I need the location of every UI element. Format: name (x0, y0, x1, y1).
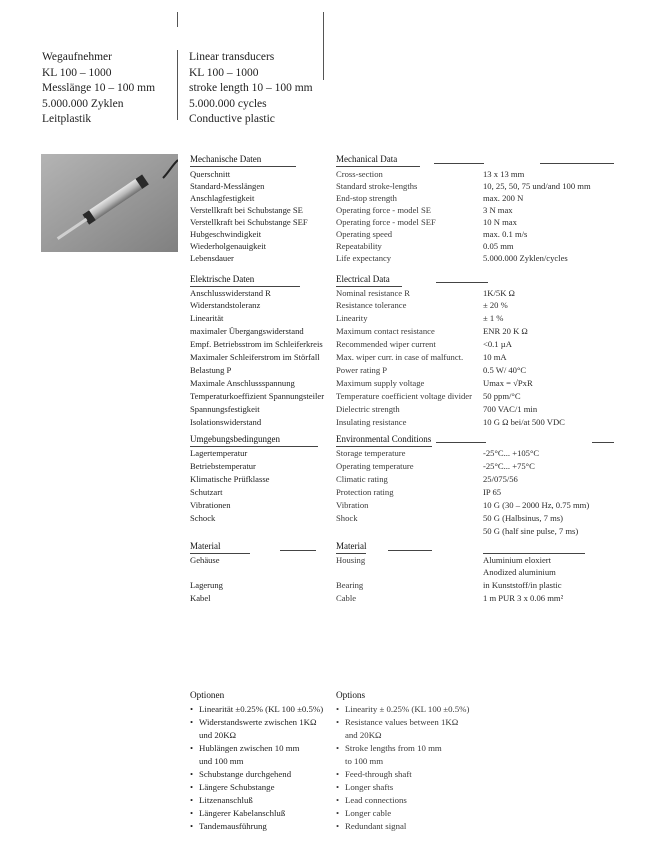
spec-label-de: Empf. Betriebsstrom im Schleiferkreis (190, 339, 323, 349)
bullet-icon: • (336, 821, 340, 831)
title-de-line: Wegaufnehmer (42, 51, 112, 63)
spec-label-en: Insulating resistance (336, 417, 407, 427)
section-head-mechanical-en: Mechanical Data (336, 154, 398, 164)
spec-label-en: Dielectric strength (336, 404, 400, 414)
bullet-icon: • (190, 717, 194, 727)
spec-value: max. 0.1 m/s (483, 229, 528, 239)
title-en-line: stroke length 10 – 100 mm (189, 82, 313, 94)
option-item-de (190, 781, 274, 793)
spec-label-en: Housing (336, 555, 366, 565)
divider (280, 550, 316, 551)
spec-label-de: Isolationswiderstand (190, 417, 262, 427)
spec-label-en: Power rating P (336, 365, 388, 375)
options-head-en: Options (336, 690, 366, 700)
section-head-electrical-de: Elektrische Daten (190, 274, 255, 284)
spec-label-en: Linearity (336, 313, 368, 323)
divider (592, 442, 614, 443)
spec-label-de: Spannungsfestigkeit (190, 404, 260, 414)
spec-label-de: maximaler Übergangswiderstand (190, 326, 304, 336)
bullet-icon: • (190, 821, 194, 831)
option-text: Längere Schubstange (199, 782, 275, 792)
option-text: Widerstandswerte zwischen 1KΩ (199, 717, 317, 727)
spec-value: Aluminium eloxiert (483, 555, 552, 565)
spec-label-de: Verstellkraft bei Schubstange SEF (190, 217, 308, 227)
option-text: Hublängen zwischen 10 mm (199, 743, 300, 753)
option-item-en (345, 755, 383, 767)
option-text: Längerer Kabelanschluß (199, 808, 286, 818)
section-head-environment-en: Environmental Conditions (336, 434, 432, 444)
title-en-line: Conductive plastic (189, 113, 275, 125)
spec-label-de: Anschlusswiderstand R (190, 288, 271, 298)
spec-label-de: Schutzart (190, 487, 223, 497)
option-text: und 100 mm (199, 756, 244, 766)
option-item-de (190, 820, 267, 832)
spec-label-de: Belastung P (190, 365, 232, 375)
option-text: Redundant signal (345, 821, 407, 831)
section-head-material-en: Material (336, 541, 367, 551)
header-divider-right (323, 12, 324, 80)
divider (388, 550, 432, 551)
option-text: Lead connections (345, 795, 407, 805)
spec-value: 10 N max (483, 217, 517, 227)
option-item-de (190, 794, 253, 806)
spec-label-en: Operating temperature (336, 461, 414, 471)
spec-label-en: Maximum contact resistance (336, 326, 435, 336)
spec-label-de: Verstellkraft bei Schubstange SE (190, 205, 303, 215)
bullet-icon: • (336, 808, 340, 818)
spec-value: 10, 25, 50, 75 und/and 100 mm (483, 181, 591, 191)
spec-value: 0.05 mm (483, 241, 514, 251)
divider (540, 163, 614, 164)
option-text: Schubstange durchgehend (199, 769, 292, 779)
option-text: Linearity ± 0.25% (KL 100 ±0.5%) (345, 704, 470, 714)
spec-label-en: Operating speed (336, 229, 393, 239)
option-item-en (336, 781, 393, 793)
linear-transducer-illustration (41, 154, 178, 252)
spec-value: 1 m PUR 3 x 0.06 mm² (483, 593, 564, 603)
spec-label-de: Lebensdauer (190, 253, 234, 263)
spec-label-en: Operating force - model SE (336, 205, 431, 215)
spec-value: ENR 20 K Ω (483, 326, 528, 336)
spec-label-en: Life expectancy (336, 253, 392, 263)
spec-value: in Kunststoff/in plastic (483, 580, 562, 590)
spec-label-de: Temperaturkoeffizient Spannungsteiler (190, 391, 325, 401)
title-en-line: Linear transducers (189, 51, 275, 63)
option-item-en (336, 807, 391, 819)
spec-label-en: Temperature coefficient voltage divider (336, 391, 472, 401)
spec-label-de: Querschnitt (190, 169, 231, 179)
option-text: Resistance values between 1KΩ (345, 717, 459, 727)
option-item-en (336, 768, 412, 780)
spec-value: 50 G (half sine pulse, 7 ms) (483, 526, 579, 536)
spec-label-en: End-stop strength (336, 193, 397, 203)
divider (436, 442, 486, 443)
spec-label-de: Lagerung (190, 580, 223, 590)
title-de-line: Leitplastik (42, 113, 92, 125)
spec-label-en: Cross-section (336, 169, 383, 179)
spec-label-de: Hubgeschwindigkeit (190, 229, 262, 239)
option-item-en (336, 716, 458, 728)
title-en-line: 5.000.000 cycles (189, 97, 267, 110)
option-text: and 20KΩ (345, 730, 382, 740)
options-head-de: Optionen (190, 690, 225, 700)
spec-value: IP 65 (483, 487, 502, 497)
spec-label-en: Protection rating (336, 487, 394, 497)
spec-value: 0.5 W/ 40°C (483, 365, 527, 375)
divider (436, 282, 488, 283)
option-text: Feed-through shaft (345, 769, 412, 779)
spec-value: 5.000.000 Zyklen/cycles (483, 253, 568, 263)
title-de-line: Messlänge 10 – 100 mm (42, 82, 156, 94)
spec-label-de: Widerstandstoleranz (190, 300, 261, 310)
option-text: Litzenanschluß (199, 795, 253, 805)
title-de-line: 5.000.000 Zyklen (42, 97, 124, 110)
spec-value: Anodized aluminium (483, 567, 556, 577)
spec-label-de: Lagertemperatur (190, 448, 248, 458)
spec-label-en: Nominal resistance R (336, 288, 410, 298)
divider (434, 163, 484, 164)
spec-value: 50 ppm/°C (483, 391, 521, 401)
spec-label-en: Standard stroke-lengths (336, 181, 418, 191)
option-item-de (190, 716, 317, 728)
option-item-en (336, 742, 442, 754)
option-item-de (190, 768, 291, 780)
spec-value: 3 N max (483, 205, 513, 215)
spec-label-de: Anschlagfestigkeit (190, 193, 255, 203)
title-block-en (189, 50, 313, 128)
spec-label-en: Shock (336, 513, 358, 523)
spec-label-de: Maximale Anschlussspannung (190, 378, 295, 388)
option-item-de (199, 755, 243, 767)
bullet-icon: • (190, 743, 194, 753)
option-item-en (336, 794, 407, 806)
spec-label-en: Maximum supply voltage (336, 378, 425, 388)
spec-label-en: Bearing (336, 580, 364, 590)
spec-label-en: Recommended wiper current (336, 339, 436, 349)
option-text: Stroke lengths from 10 mm (345, 743, 442, 753)
spec-label-en: Climatic rating (336, 474, 388, 484)
spec-label-de: Standard-Messlängen (190, 181, 265, 191)
option-item-de (190, 807, 285, 819)
spec-label-de: Gehäuse (190, 555, 220, 565)
spec-value: ± 1 % (483, 313, 504, 323)
divider (190, 166, 296, 167)
option-item-de (190, 742, 299, 754)
option-text: Longer shafts (345, 782, 394, 792)
option-item-de (190, 703, 323, 715)
spec-label-en: Repeatability (336, 241, 382, 251)
spec-label-de: Betriebstemperatur (190, 461, 256, 471)
spec-label-en: Operating force - model SEF (336, 217, 436, 227)
section-head-mechanical-de: Mechanische Daten (190, 154, 262, 164)
spec-value: 1K/5K Ω (483, 288, 515, 298)
product-photo (41, 154, 178, 252)
option-item-en (336, 820, 406, 832)
spec-value: <0.1 µA (483, 339, 512, 349)
spec-label-de: Vibrationen (190, 500, 231, 510)
spec-label-en: Storage temperature (336, 448, 406, 458)
option-text: Linearität ±0.25% (KL 100 ±0.5%) (199, 704, 324, 714)
spec-value: 10 mA (483, 352, 507, 362)
bullet-icon: • (336, 769, 340, 779)
spec-label-en: Max. wiper curr. in case of malfunct. (336, 352, 464, 362)
spec-value: 25/075/56 (483, 474, 518, 484)
spec-label-de: Kabel (190, 593, 211, 603)
spec-value: 50 G (Halbsinus, 7 ms) (483, 513, 563, 523)
title-de-line: KL 100 – 1000 (42, 66, 112, 79)
section-head-electrical-en: Electrical Data (336, 274, 390, 284)
option-text: Longer cable (345, 808, 392, 818)
spec-value: -25°C... +105°C (483, 448, 540, 458)
bullet-icon: • (190, 782, 194, 792)
spec-value: -25°C... +75°C (483, 461, 535, 471)
divider (336, 166, 420, 167)
bullet-icon: • (336, 704, 340, 714)
spec-label-de: Maximaler Schleiferstrom im Störfall (190, 352, 320, 362)
bullet-icon: • (190, 808, 194, 818)
option-text: to 100 mm (345, 756, 384, 766)
spec-value: max. 200 N (483, 193, 524, 203)
spec-label-de: Klimatische Prüfklasse (190, 474, 270, 484)
title-block-de (42, 50, 155, 128)
top-divider-left (177, 12, 178, 27)
spec-label-en: Vibration (336, 500, 369, 510)
bullet-icon: • (336, 782, 340, 792)
spec-value: Umax = √PxR (483, 378, 533, 388)
header-divider-left (177, 50, 178, 120)
spec-label-en: Resistance tolerance (336, 300, 407, 310)
spec-label-de: Linearität (190, 313, 224, 323)
section-head-material-de: Material (190, 541, 221, 551)
spec-value: 700 VAC/1 min (483, 404, 538, 414)
bullet-icon: • (336, 717, 340, 727)
option-text: Tandemausführung (199, 821, 267, 831)
bullet-icon: • (336, 795, 340, 805)
option-item-de (199, 729, 236, 741)
spec-label-en: Cable (336, 593, 357, 603)
spec-label-de: Wiederholgenauigkeit (190, 241, 267, 251)
spec-value: 10 G (30 – 2000 Hz, 0.75 mm) (483, 500, 590, 510)
spec-value: ± 20 % (483, 300, 508, 310)
spec-value: 10 G Ω bei/at 500 VDC (483, 417, 565, 427)
spec-label-de: Schock (190, 513, 216, 523)
option-item-en (336, 703, 469, 715)
option-item-en (345, 729, 382, 741)
bullet-icon: • (190, 704, 194, 714)
section-head-environment-de: Umgebungsbedingungen (190, 434, 280, 444)
bullet-icon: • (336, 743, 340, 753)
spec-value: 13 x 13 mm (483, 169, 525, 179)
option-text: und 20KΩ (199, 730, 237, 740)
bullet-icon: • (190, 795, 194, 805)
bullet-icon: • (190, 769, 194, 779)
title-en-line: KL 100 – 1000 (189, 66, 259, 79)
